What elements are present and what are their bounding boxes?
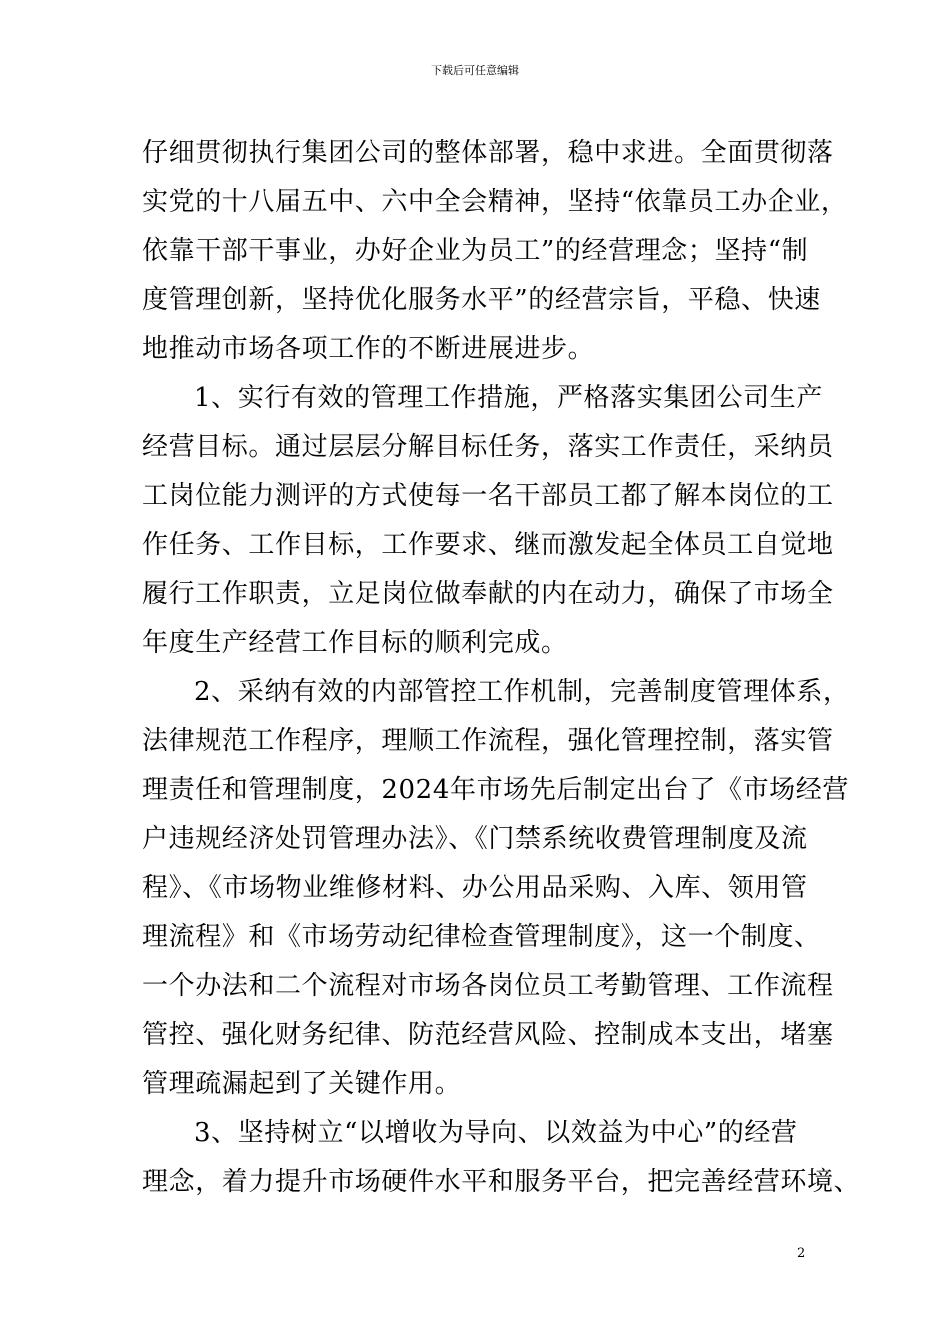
text-line: 管控、强化财务纪律、防范经营风险、控制成本支出，堵塞 <box>142 1020 834 1050</box>
text-line: 户违规经济处罚管理办法》、《门禁系统收费管理制度及流 <box>142 824 808 854</box>
text-line: 依靠干部干事业，办好企业为员工”的经营理念；坚持“制 <box>142 236 809 266</box>
text-line: 理责任和管理制度，2024年市场先后制定出台了《市场经营 <box>142 775 849 805</box>
text-line: 工岗位能力测评的方式使每一名干部员工都了解本岗位的工 <box>142 481 834 511</box>
text-line: 作任务、工作目标，工作要求、继而激发起全体员工自觉地 <box>142 530 834 560</box>
text-line: 经营目标。通过层层分解目标任务，落实工作责任，采纳员 <box>142 432 834 462</box>
text-line: 2、采纳有效的内部管控工作机制，完善制度管理体系， <box>194 677 850 707</box>
text-line: 1、实行有效的管理工作措施，严格落实集团公司生产 <box>194 383 823 413</box>
text-line: 地推动市场各项工作的不断进展进步。 <box>142 334 595 364</box>
text-line: 理念，着力提升市场硬件水平和服务平台，把完善经营环境、 <box>142 1167 861 1197</box>
body-text <box>142 129 861 1207</box>
text-line: 法律规范工作程序，理顺工作流程，强化管理控制，落实管 <box>142 726 834 756</box>
text-line: 程》、《市场物业维修材料、办公用品采购、入库、领用管 <box>142 873 808 903</box>
text-line: 实党的十八届五中、六中全会精神，坚持“依靠员工办企业， <box>142 187 848 217</box>
page-header: 下载后可任意编辑 <box>431 64 519 77</box>
text-line: 度管理创新，坚持优化服务水平”的经营宗旨，平稳、快速 <box>142 285 821 315</box>
text-line: 管理疏漏起到了关键作用。 <box>142 1069 462 1099</box>
text-line: 一个办法和二个流程对市场各岗位员工考勤管理、工作流程 <box>142 971 834 1001</box>
text-line: 年度生产经营工作目标的顺利完成。 <box>142 628 568 658</box>
page-number: 2 <box>797 1246 806 1261</box>
text-line: 3、坚持树立“以增收为导向、以效益为中心”的经营 <box>194 1118 798 1148</box>
text-line: 仔细贯彻执行集团公司的整体部署，稳中求进。全面贯彻落 <box>142 138 834 168</box>
text-line: 理流程》和《市场劳动纪律检查管理制度》，这一个制度、 <box>142 922 821 952</box>
text-line: 履行工作职责，立足岗位做奉献的内在动力，确保了市场全 <box>142 579 834 609</box>
